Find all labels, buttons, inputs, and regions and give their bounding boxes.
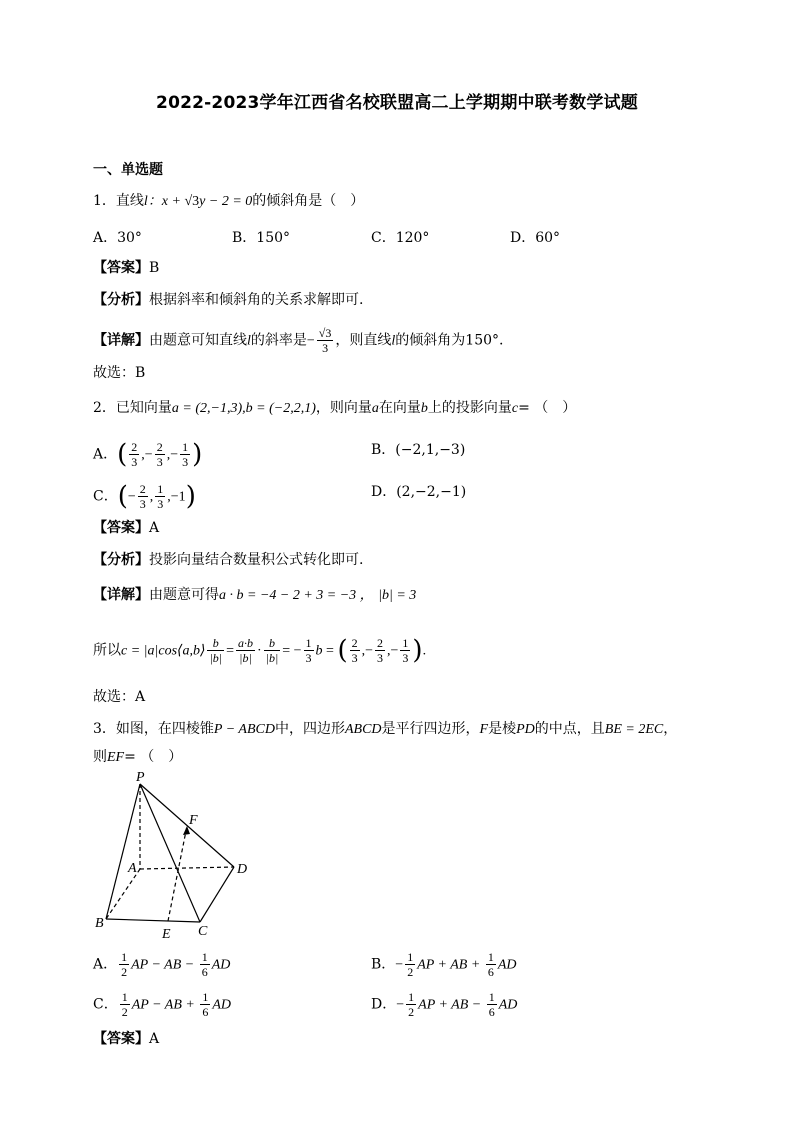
edge-ab <box>106 869 140 919</box>
question-3-line-1: 3．如图，在四棱锥P − ABCD中，四边形ABCD是平行四边形，F是棱PD的中点，且BE = 2EC， <box>93 721 678 737</box>
q3-option-d: D．− $\frac{1}{2}$ AP + AB − $\frac{1}{6}$ AD <box>371 990 518 1019</box>
q2-detail: 【详解】由题意可得a · b = −4 − 2 + 3 = −3 ， |b| = 3 <box>93 587 417 603</box>
label-b: B <box>95 916 104 931</box>
q3-option-a: A． $\frac{1}{2}$ AP − AB − $\frac{1}{6}$ AD <box>93 950 231 979</box>
label-e: E <box>162 927 171 942</box>
q3-option-c: C． $\frac{1}{2}$ AP − AB + $\frac{1}{6}$ AD <box>93 990 231 1019</box>
question-3-line-2: 则EF= （ ） <box>93 749 183 765</box>
label-c: C <box>198 924 208 939</box>
q1-option-b: B．150° <box>232 230 291 246</box>
q2-formula: 所以c = |a|cos⟨a,b⟩ $\frac{b}{|b|}$ = $\frac{a\cdot b}{|b|}$ · $\frac{b}{|b|}$ = − $\frac{1}{3}$ b = ( $\frac{2}{3}$ ,− $\frac{2}{3}$ ,− $\frac{1}{3}$ ). <box>93 635 427 666</box>
question-2: 2．已知向量a = (2,−1,3),b = (−2,2,1)，则向量a在向量b上的投影向量c= （ ） <box>93 400 577 416</box>
q3-option-b: B．− $\frac{1}{2}$ AP + AB + $\frac{1}{6}$ AD <box>371 950 517 979</box>
label-p: P <box>136 772 145 785</box>
q2-answer: 【答案】A <box>93 520 160 536</box>
q1-option-a: A．30° <box>93 230 142 246</box>
label-f: F <box>189 813 198 828</box>
q2-choose: 故选：A <box>93 689 146 705</box>
q1-option-c: C．120° <box>371 230 430 246</box>
q1-detail: 【详解】由题意可知直线l的斜率是− $\frac{√3}{3}$ ，则直线l的倾斜角为150°. <box>93 326 504 355</box>
q2-option-a: A．( $\frac{2}{3}$ ,− $\frac{2}{3}$ ,− $\frac{1}{3}$ ) <box>93 439 203 470</box>
label-a: A <box>128 861 137 876</box>
edge-pb <box>106 784 140 919</box>
section-heading: 一、单选题 <box>93 162 163 178</box>
q1-answer: 【答案】B <box>93 260 160 276</box>
q2-option-b: B．(−2,1,−3) <box>371 442 466 458</box>
edge-ad <box>140 867 234 869</box>
vector-ef <box>168 826 187 921</box>
edge-bc <box>106 919 200 922</box>
q1-analysis: 【分析】根据斜率和倾斜角的关系求解即可. <box>93 292 364 308</box>
edge-cd <box>200 867 234 922</box>
edge-pc <box>140 784 200 922</box>
label-d: D <box>237 862 248 877</box>
edge-pd <box>140 784 234 867</box>
q2-option-c: C．(− $\frac{2}{3}$ , $\frac{1}{3}$ ,−1) <box>93 481 196 512</box>
q1-option-d: D．60° <box>510 230 561 246</box>
pyramid-figure <box>92 772 262 942</box>
q2-option-d: D．(2,−2,−1) <box>371 484 467 500</box>
page-title: 2022-2023学年江西省名校联盟高二上学期期中联考数学试题 <box>156 93 638 113</box>
q2-analysis: 【分析】投影向量结合数量积公式转化即可. <box>93 552 364 568</box>
q1-choose: 故选：B <box>93 365 146 381</box>
q3-answer: 【答案】A <box>93 1031 160 1047</box>
question-1: 1．直线l：x + √3y − 2 = 0的倾斜角是（ ） <box>93 193 365 209</box>
